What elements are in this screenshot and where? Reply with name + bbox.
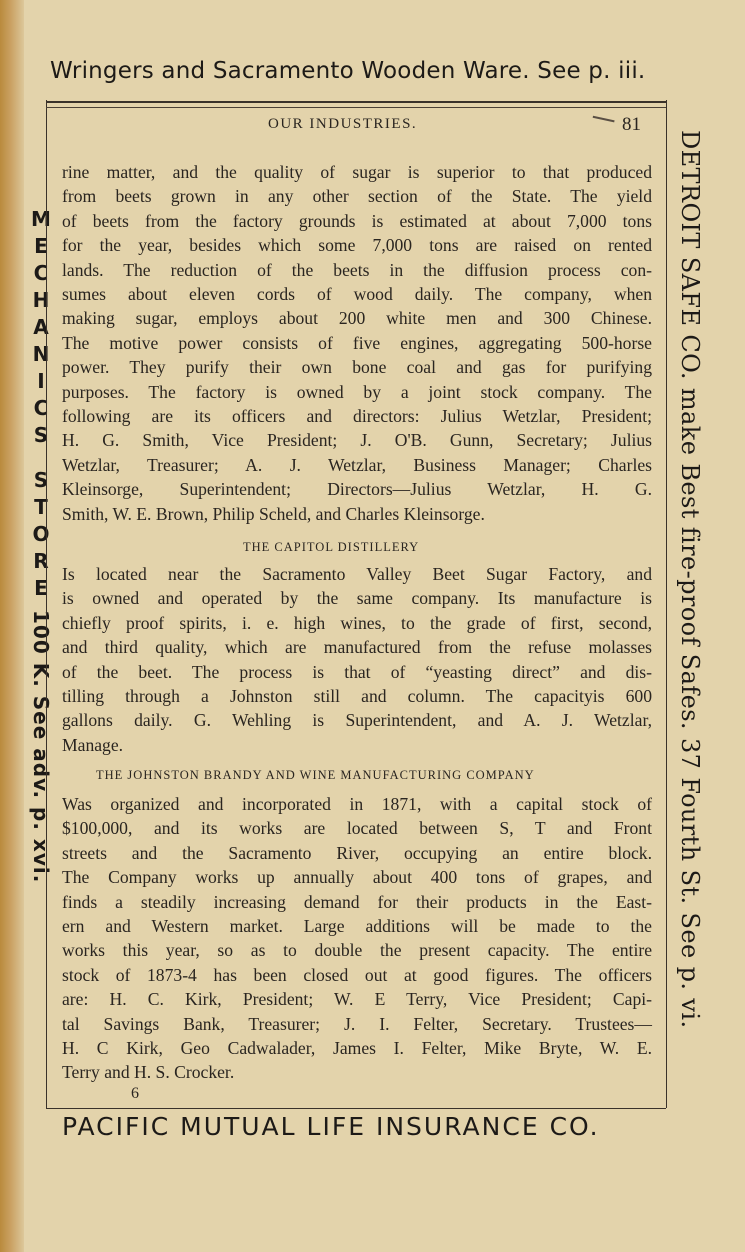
text-line: sumes about eleven cords of wood daily. The company, when	[62, 284, 652, 305]
top-advertisement: Wringers and Sacramento Wooden Ware. See p. iii.	[50, 58, 646, 84]
page-edge	[0, 0, 24, 1252]
text-line: gallons daily. G. Wehling is Superintendent, and A. J. Wetzlar,	[62, 710, 652, 731]
text-line: H. G. Smith, Vice President; J. O'B. Gunn, Secretary; Julius	[62, 430, 652, 451]
text-line: following are its officers and directors: Julius Wetzlar, President;	[62, 406, 652, 427]
text-line: making sugar, employs about 200 white men and 300 Chinese.	[62, 308, 652, 329]
page-number: 81	[622, 114, 641, 135]
frame-top-rule	[46, 101, 666, 103]
frame-top-rule-inner	[46, 107, 666, 108]
paragraph-sugar-factory	[62, 160, 652, 526]
left-ad-letter: S	[33, 468, 49, 492]
text-line: Wetzlar, Treasurer; A. J. Wetzlar, Business Manager; Charles	[62, 454, 652, 475]
left-ad-letter: S	[33, 423, 49, 447]
paragraph-distillery	[62, 562, 652, 757]
text-line: Manage.	[62, 734, 124, 755]
text-line: Kleinsorge, Superintendent; Directors—Julius Wetzlar, H. G.	[62, 479, 652, 500]
text-line: chiefly proof spirits, i. e. high wines, to the grade of first, second,	[62, 612, 652, 633]
text-line: Is located near the Sacramento Valley Beet Sugar Factory, and	[62, 564, 652, 584]
paragraph-johnston	[62, 792, 652, 1085]
text-line: of the beet. The process is that of “yeasting direct” and dis-	[62, 661, 652, 682]
left-ad-letter: T	[34, 495, 48, 519]
text-line: purposes. The factory is owned by a joint stock company. The	[62, 381, 652, 402]
text-line: rine matter, and the quality of sugar is superior to that produced	[62, 162, 652, 182]
left-ad-rest: 100 K. See adv. p. xvi.	[29, 610, 53, 884]
left-ad-letter: R	[33, 549, 49, 573]
running-head: OUR INDUSTRIES.	[268, 116, 418, 132]
left-ad-letter: H	[32, 288, 50, 312]
text-line: streets and the Sacramento River, occupying an entire block.	[62, 842, 652, 863]
left-ad-letter: M	[31, 207, 51, 231]
text-line: of beets from the factory grounds is estimated at about 7,000 tons	[62, 210, 652, 231]
bottom-advertisement: PACIFIC MUTUAL LIFE INSURANCE CO.	[62, 1112, 600, 1141]
left-ad-letter: C	[33, 261, 49, 285]
text-line: H. C Kirk, Geo Cadwalader, James I. Felter, Mike Bryte, W. E.	[62, 1038, 652, 1059]
text-line: tal Savings Bank, Treasurer; J. I. Felter, Secretary. Trustees—	[62, 1013, 652, 1034]
text-line: power. They purify their own bone coal and gas for purifying	[62, 357, 652, 378]
text-line: $100,000, and its works are located between S, T and Front	[62, 818, 652, 839]
left-ad-letter: E	[34, 234, 48, 258]
text-line: and third quality, which are manufactured from the refuse molasses	[62, 637, 652, 658]
left-ad-letter: N	[32, 342, 50, 366]
text-line: The Company works up annually about 400 tons of grapes, and	[62, 867, 652, 888]
frame-bottom-rule	[46, 1108, 666, 1109]
text-line: The motive power consists of five engines, aggregating 500-horse	[62, 332, 652, 353]
signature-mark: 6	[131, 1085, 139, 1102]
text-line: Smith, W. E. Brown, Philip Scheld, and Charles Kleinsorge.	[62, 503, 485, 524]
text-line: Terry and H. S. Crocker.	[62, 1062, 235, 1083]
text-line: Was organized and incorporated in 1871, with a capital stock of	[62, 794, 652, 814]
section-heading-johnston: THE JOHNSTON BRANDY AND WINE MANUFACTURING COMPANY	[96, 768, 535, 782]
left-ad-letter: I	[37, 369, 45, 393]
right-advertisement: DETROIT SAFE CO. make Best fire-proof Safes. 37 Fourth St. See p. vi.	[676, 130, 704, 1029]
left-ad-letter: A	[33, 315, 49, 339]
left-ad-letter: C	[33, 396, 49, 420]
left-ad-letter: E	[34, 576, 48, 600]
text-line: tilling through a Johnston still and column. The capacityis 600	[62, 686, 652, 707]
text-line: works this year, so as to double the present capacity. The entire	[62, 940, 652, 961]
text-line: from beets grown in any other section of the State. The yield	[62, 186, 652, 207]
text-line: lands. The reduction of the beets in the diffusion process con-	[62, 259, 652, 280]
text-line: finds a steadily increasing demand for their products in the East-	[62, 891, 652, 912]
text-line: stock of 1873-4 has been closed out at good figures. The officers	[62, 964, 652, 985]
left-ad-letter: O	[32, 522, 50, 546]
text-line: is owned and operated by the same company. Its manufacture is	[62, 588, 652, 609]
section-heading-distillery: THE CAPITOL DISTILLERY	[243, 540, 420, 554]
text-line: for the year, besides which some 7,000 tons are raised on rented	[62, 235, 652, 256]
text-line: are: H. C. Kirk, President; W. E Terry, Vice President; Capi-	[62, 989, 652, 1010]
text-line: ern and Western market. Large additions will be made to the	[62, 916, 652, 937]
